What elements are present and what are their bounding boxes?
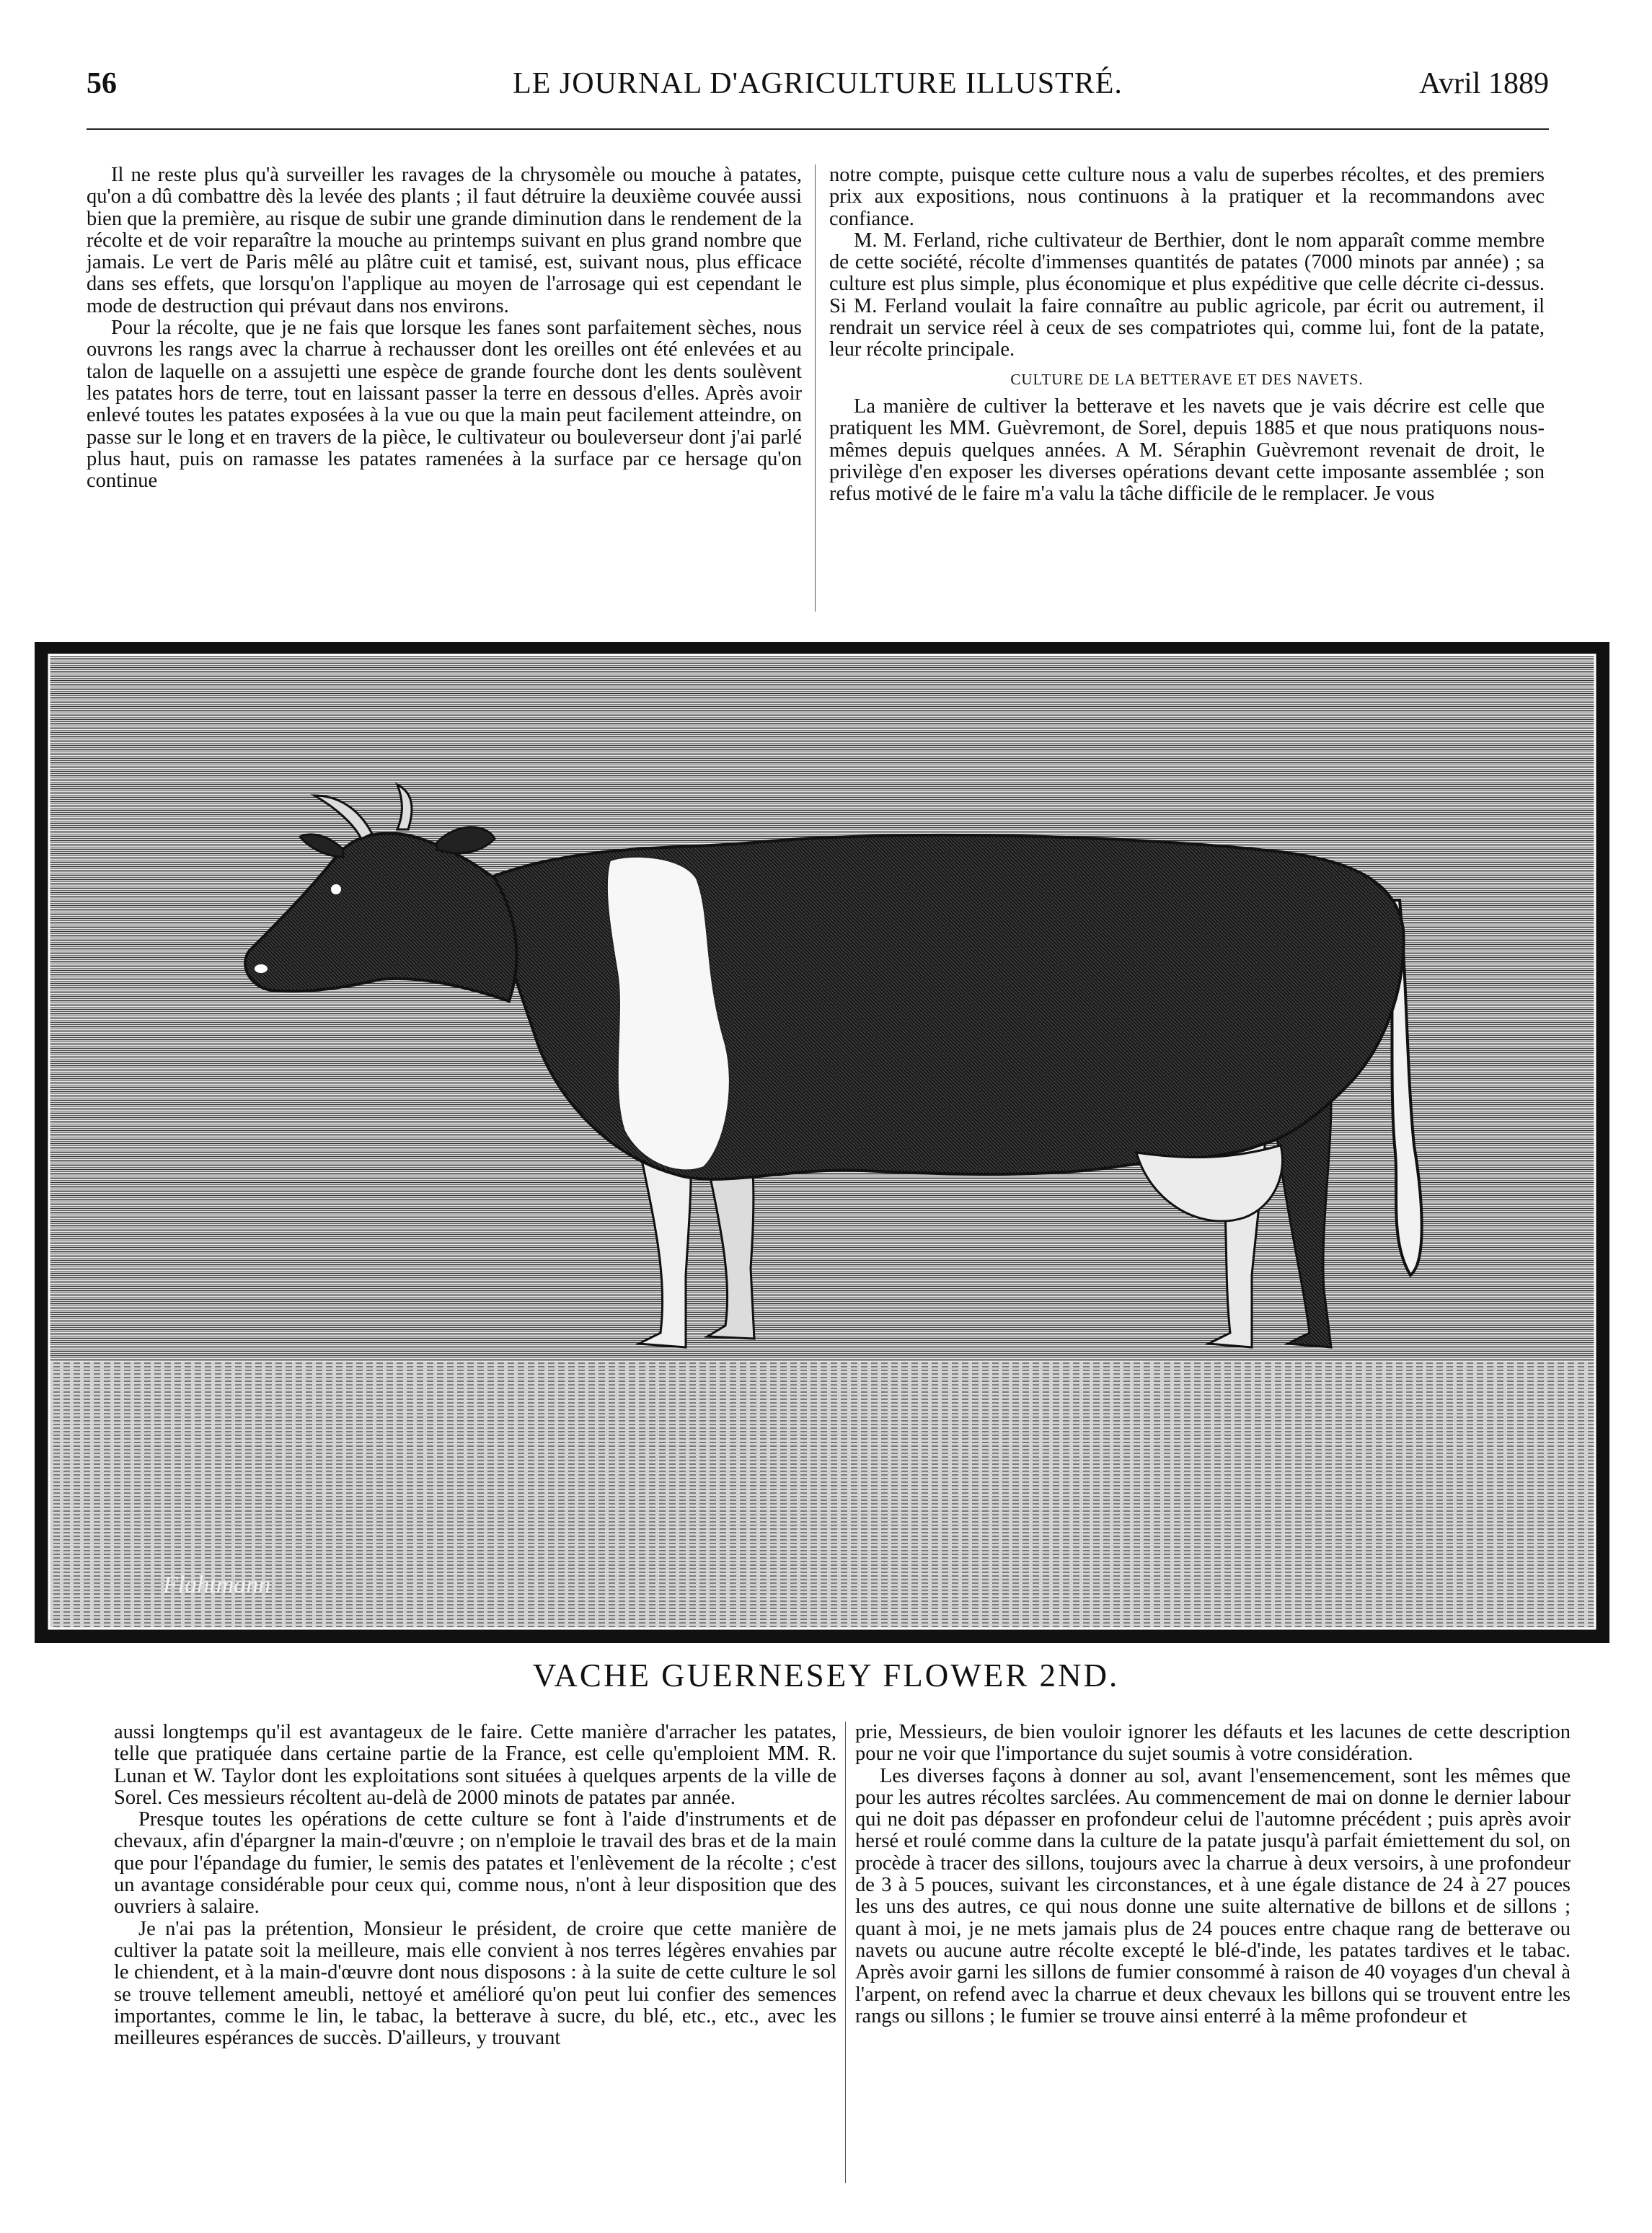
cow-engraving <box>33 640 1611 1644</box>
cow-nostril <box>255 964 268 973</box>
journal-title: LE JOURNAL D'AGRICULTURE ILLUSTRÉ. <box>513 67 1123 100</box>
header-rule <box>87 128 1549 130</box>
engraver-signature: Flahtmann <box>163 1572 271 1598</box>
bottom-left-column <box>114 1722 836 2049</box>
page-number: 56 <box>87 67 117 100</box>
paragraph: Presque toutes les opérations de cette culture se font à l'aide d'instruments et de chevaux, afin d'épargner la main-d'œuvre ; on n'emploie le travail des bras et de la main que pour l'épandage du fumier, le semis des patates et l'enlèvement de la récolte ; c'est un avantage considérable pour ceux qui, comme nous, n'ont à leur disposition que des ouvriers à salaire. <box>114 1808 836 1919</box>
top-right-column <box>829 164 1545 505</box>
paragraph: aussi longtemps qu'il est avantageux de le faire. Cette manière d'arracher les patates, telle que pratiquée dans certaine partie de la France, est celle qu'emploient MM. R. Lunan et W. Taylor dont les exploitations sont situées à quelques arpents de la ville de Sorel. Ces messieurs récoltent au-delà de 2000 minots de patates par année. <box>114 1721 836 1809</box>
figure-caption: VACHE GUERNESEY FLOWER 2ND. <box>532 1657 1120 1694</box>
paragraph: La manière de cultiver la betterave et les navets que je vais décrire est celle que pratiquent les MM. Guèvremont, de Sorel, depuis 1885 et que nous pratiquons nous-mêmes depuis quelques années. A M. Séraphin Guèvremont revenait de droit, le privilège d'en exposer les diverses opérations devant cette imposante assemblée ; son refus motivé de le faire m'a valu la tâche difficile de le remplacer. Je vous <box>829 395 1545 506</box>
paragraph: Il ne reste plus qu'à surveiller les ravages de la chrysomèle ou mouche à patates, qu'on a dû combattre dès la levée des plants ; il faut détruire la deuxième couvée aussi bien que la première, au risque de subir une grande diminution dans le rendement de la récolte et de voir reparaître la mouche au printemps suivant en plus grand nombre que jamais. Le vert de Paris mêlé au plâtre cuit et tamisé, est, suivant nous, plus efficace dans ses effets, que lorsqu'on l'applique au moyen de l'arrosage qui est cependant le mode de destruction qui prévaut dans nos environs. <box>87 164 802 317</box>
paragraph: notre compte, puisque cette culture nous a valu de superbes récoltes, et des premiers prix aux expositions, nous continuons à la pratiquer et la recommandons avec confiance. <box>829 164 1545 230</box>
engraving-illustration <box>33 640 1611 1644</box>
column-divider <box>815 164 816 612</box>
cow-eye <box>331 884 341 894</box>
paragraph: prie, Messieurs, de bien vouloir ignorer les défauts et les lacunes de cette description pour ne voir que l'importance du sujet soumis à votre considération. <box>855 1721 1571 1766</box>
ground <box>49 1362 1595 1629</box>
paragraph: Pour la récolte, que je ne fais que lorsque les fanes sont parfaitement sèches, nous ouvrons les rangs avec la charrue à rechausser dont les oreilles ont été enlevées et au talon de laquelle on a assujetti une espèce de grande fourche dont les dents soulèvent les patates hors de terre, tout en laissant passer la terre en dessous d'elles. Après avoir enlevé toutes les patates exposées à la vue ou que la main peut facilement atteindre, on passe sur le long et en travers de la pièce, le cultivateur ou bouleverseur dont j'ai parlé plus haut, puis on ramasse les patates ramenées à la surface par ce hersage qu'on continue <box>87 317 802 493</box>
issue-date: Avril 1889 <box>1418 67 1549 100</box>
top-left-column <box>87 164 802 492</box>
section-heading: CULTURE DE LA BETTERAVE ET DES NAVETS. <box>1010 370 1364 388</box>
paragraph: M. M. Ferland, riche cultivateur de Berthier, dont le nom apparaît comme membre de cette société, récolte d'immenses quantités de patates (7000 minots par année) ; sa culture est plus simple, plus économique et plus expéditive que celle décrite ci-dessus. Si M. Ferland voulait la faire connaître au public agricole, par écrit ou autrement, il rendrait un service réel à ceux de ses compatriotes qui, comme lui, font de la patate, leur récolte principale. <box>829 229 1545 361</box>
column-divider <box>845 1722 846 2183</box>
paragraph: Les diverses façons à donner au sol, avant l'ensemencement, sont les mêmes que pour les autres récoltes sarclées. Au commencement de mai on donne le dernier labour qui ne doit pas dépasser en profondeur celui de l'automne précédent ; puis après avoir hersé et roulé comme dans la culture de la patate jusqu'à parfait émiettement du sol, on procède à tracer des sillons, toujours avec la charrue à deux versoirs, à une profondeur de 3 à 5 pouces, suivant les circonstances, et à une égale distance de 24 à 27 pouces les uns des autres, ce qui nous donne une suite alternative de billons et de sillons ; quant à moi, je ne mets jamais plus de 24 pouces entre chaque rang de betterave ou navets ou aucune autre récolte excepté le blé-d'inde, les patates tardives et le tabac. Après avoir garni les sillons de fumier consommé à raison de 40 voyages d'un cheval à l'arpent, on refend avec la charrue et deux chevaux les billons qui se trouvent entre les rangs ou sillons ; le fumier se trouve ainsi enterré à la même profondeur et <box>855 1764 1571 2027</box>
bottom-right-column <box>855 1722 1571 2027</box>
page-header <box>87 66 1549 110</box>
paragraph: Je n'ai pas la prétention, Monsieur le président, de croire que cette manière de cultiver la patate soit la meilleure, mais elle convient à nos terres légères envahies par le chiendent, et à la main-d'œuvre dont nous disposons : à la suite de cette culture le sol se trouve tellement ameubli, nettoyé et amélioré qu'on peut lui confier des semences importantes, comme le lin, le tabac, la betterave à sucre, du blé, etc., etc., avec les meilleures espérances de succès. D'ailleurs, y trouvant <box>114 1917 836 2050</box>
